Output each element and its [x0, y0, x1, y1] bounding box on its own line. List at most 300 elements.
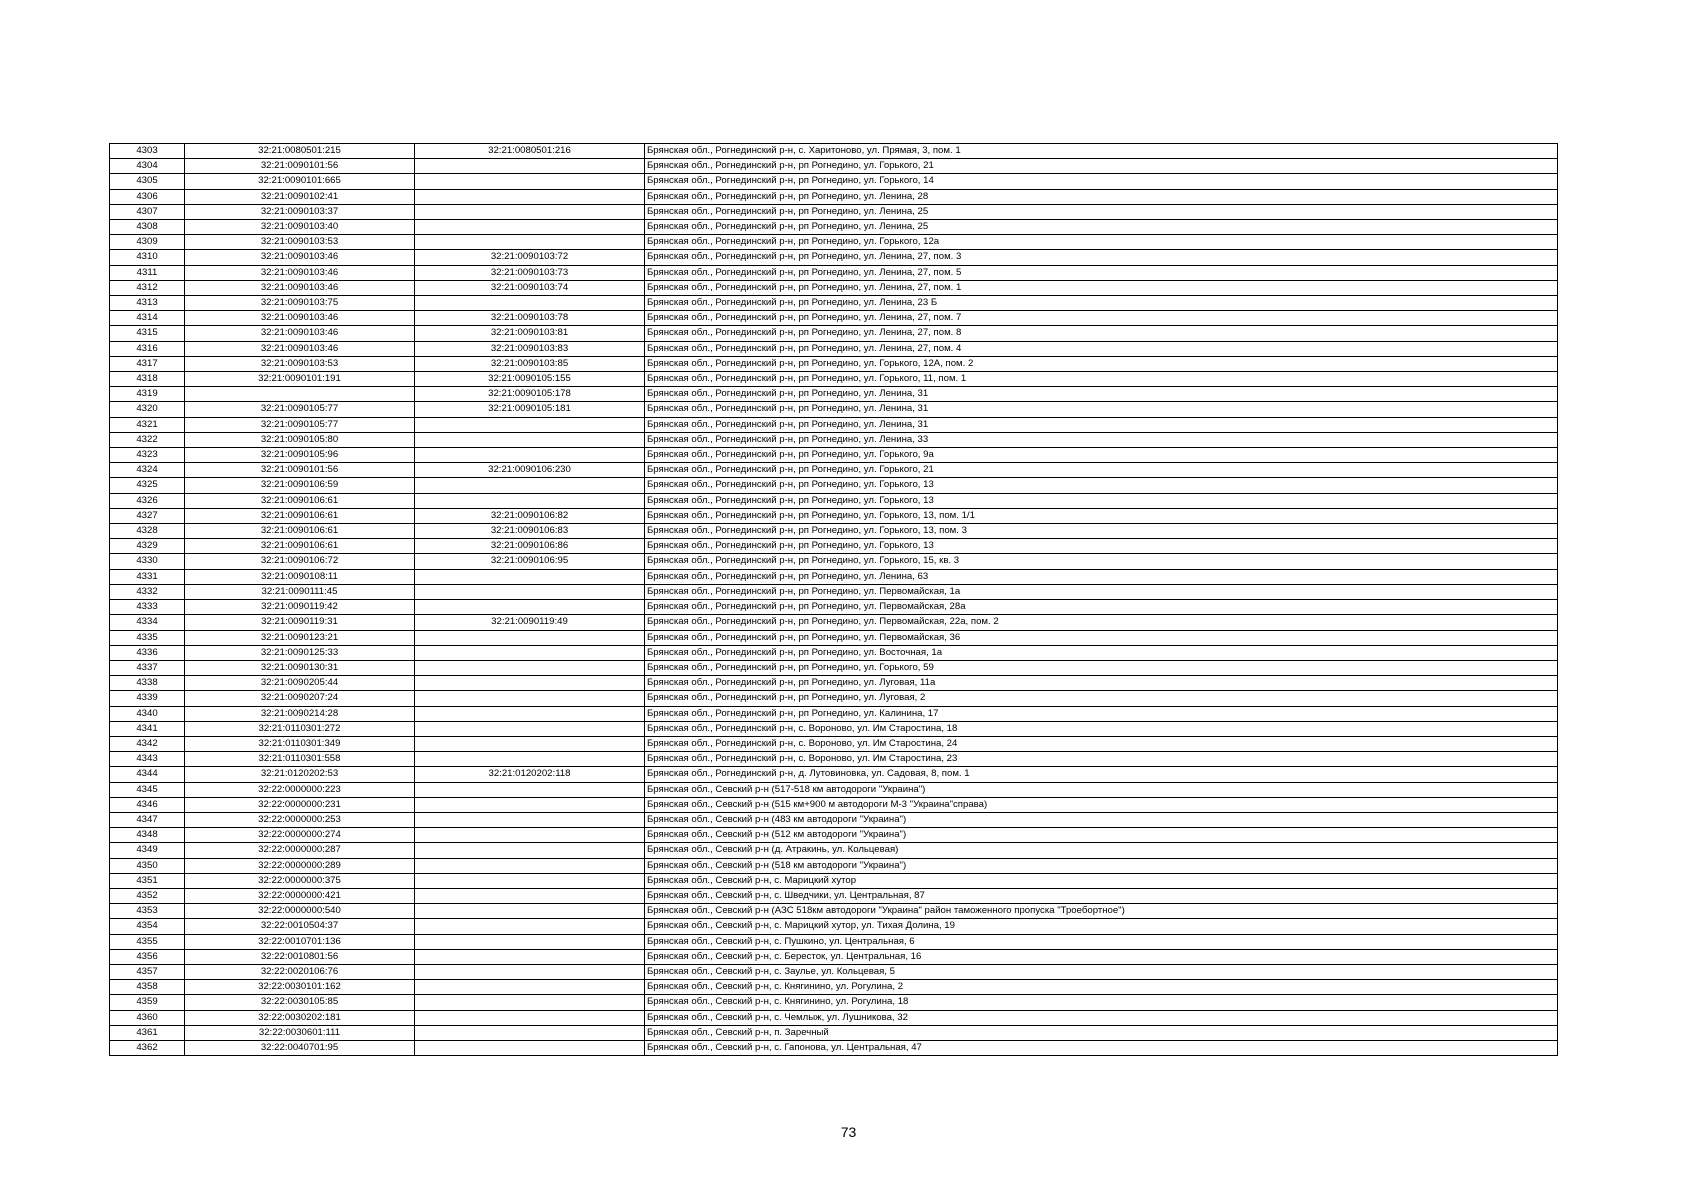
table-row — [110, 387, 1558, 402]
row-number-cell: 4361 — [110, 1025, 185, 1040]
linked-cadastral-number-cell — [415, 934, 645, 949]
cadastral-number-cell: 32:22:0030101:162 — [185, 980, 415, 995]
row-number-cell: 4327 — [110, 508, 185, 523]
linked-cadastral-number-cell — [415, 1040, 645, 1055]
cadastral-number-cell: 32:21:0090214:28 — [185, 706, 415, 721]
table-row — [110, 980, 1558, 995]
address-cell: Брянская обл., Севский р-н (АЗС 518км автодороги "Украина" район таможенного пропуска "Троебортное") — [645, 904, 1558, 919]
row-number-cell: 4336 — [110, 645, 185, 660]
address-cell: Брянская обл., Рогнединский р-н, рп Рогнедино, ул. Ленина, 28 — [645, 189, 1558, 204]
row-number-cell: 4323 — [110, 448, 185, 463]
row-number-cell: 4307 — [110, 204, 185, 219]
linked-cadastral-number-cell — [415, 660, 645, 675]
row-number-cell: 4353 — [110, 904, 185, 919]
address-cell: Брянская обл., Рогнединский р-н, д. Лутовиновка, ул. Садовая, 8, пом. 1 — [645, 767, 1558, 782]
cadastral-number-cell: 32:21:0090103:46 — [185, 326, 415, 341]
cadastral-number-cell: 32:22:0030601:111 — [185, 1025, 415, 1040]
cadastral-number-cell: 32:21:0090207:24 — [185, 691, 415, 706]
linked-cadastral-number-cell — [415, 919, 645, 934]
table-row — [110, 326, 1558, 341]
linked-cadastral-number-cell — [415, 448, 645, 463]
table-row — [110, 250, 1558, 265]
linked-cadastral-number-cell: 32:21:0090103:85 — [415, 356, 645, 371]
address-cell: Брянская обл., Рогнединский р-н, рп Рогнедино, ул. Ленина, 27, пом. 8 — [645, 326, 1558, 341]
table-row — [110, 159, 1558, 174]
cadastral-number-cell: 32:22:0030202:181 — [185, 1010, 415, 1025]
cadastral-number-cell: 32:21:0090103:46 — [185, 280, 415, 295]
property-table-body — [110, 144, 1558, 1056]
row-number-cell: 4359 — [110, 995, 185, 1010]
cadastral-number-cell: 32:22:0040701:95 — [185, 1040, 415, 1055]
table-row — [110, 189, 1558, 204]
row-number-cell: 4308 — [110, 220, 185, 235]
table-row — [110, 1010, 1558, 1025]
address-cell: Брянская обл., Севский р-н, с. Пушкино, ул. Центральная, 6 — [645, 934, 1558, 949]
linked-cadastral-number-cell — [415, 980, 645, 995]
address-cell: Брянская обл., Рогнединский р-н, рп Рогнедино, ул. Горького, 11, пом. 1 — [645, 372, 1558, 387]
address-cell: Брянская обл., Рогнединский р-н, рп Рогнедино, ул. Горького, 12а — [645, 235, 1558, 250]
linked-cadastral-number-cell — [415, 964, 645, 979]
address-cell: Брянская обл., Севский р-н (д. Атракинь, ул. Кольцевая) — [645, 843, 1558, 858]
address-cell: Брянская обл., Рогнединский р-н, рп Рогнедино, ул. Калинина, 17 — [645, 706, 1558, 721]
address-cell: Брянская обл., Рогнединский р-н, рп Рогнедино, ул. Ленина, 31 — [645, 387, 1558, 402]
linked-cadastral-number-cell: 32:21:0090103:72 — [415, 250, 645, 265]
linked-cadastral-number-cell — [415, 736, 645, 751]
row-number-cell: 4362 — [110, 1040, 185, 1055]
cadastral-number-cell: 32:22:0010701:136 — [185, 934, 415, 949]
address-cell: Брянская обл., Севский р-н, с. Заулье, ул. Кольцевая, 5 — [645, 964, 1558, 979]
linked-cadastral-number-cell — [415, 600, 645, 615]
table-row — [110, 372, 1558, 387]
table-row — [110, 448, 1558, 463]
address-cell: Брянская обл., Рогнединский р-н, рп Рогнедино, ул. Горького, 12А, пом. 2 — [645, 356, 1558, 371]
cadastral-number-cell: 32:22:0000000:223 — [185, 782, 415, 797]
linked-cadastral-number-cell: 32:21:0090103:74 — [415, 280, 645, 295]
table-row — [110, 584, 1558, 599]
cadastral-number-cell: 32:21:0090103:37 — [185, 204, 415, 219]
cadastral-number-cell: 32:22:0030105:85 — [185, 995, 415, 1010]
linked-cadastral-number-cell: 32:21:0090106:82 — [415, 508, 645, 523]
page-number: 73 — [840, 1124, 857, 1140]
cadastral-number-cell: 32:21:0090108:11 — [185, 569, 415, 584]
table-row — [110, 843, 1558, 858]
cadastral-number-cell: 32:21:0090101:56 — [185, 463, 415, 478]
linked-cadastral-number-cell — [415, 888, 645, 903]
cadastral-number-cell: 32:21:0090106:61 — [185, 539, 415, 554]
table-row — [110, 888, 1558, 903]
linked-cadastral-number-cell — [415, 721, 645, 736]
linked-cadastral-number-cell: 32:21:0090103:83 — [415, 341, 645, 356]
table-row — [110, 204, 1558, 219]
row-number-cell: 4309 — [110, 235, 185, 250]
row-number-cell: 4332 — [110, 584, 185, 599]
linked-cadastral-number-cell: 32:21:0080501:216 — [415, 144, 645, 159]
row-number-cell: 4341 — [110, 721, 185, 736]
row-number-cell: 4314 — [110, 311, 185, 326]
cadastral-number-cell: 32:22:0010504:37 — [185, 919, 415, 934]
table-row — [110, 706, 1558, 721]
cadastral-number-cell: 32:21:0090123:21 — [185, 630, 415, 645]
row-number-cell: 4326 — [110, 493, 185, 508]
table-row — [110, 220, 1558, 235]
address-cell: Брянская обл., Рогнединский р-н, рп Рогнедино, ул. Горького, 13 — [645, 478, 1558, 493]
cadastral-number-cell: 32:21:0090205:44 — [185, 676, 415, 691]
linked-cadastral-number-cell — [415, 159, 645, 174]
row-number-cell: 4338 — [110, 676, 185, 691]
table-row — [110, 660, 1558, 675]
cadastral-number-cell: 32:21:0090106:61 — [185, 508, 415, 523]
address-cell: Брянская обл., Севский р-н (515 км+900 м автодороги М-3 "Украина"справа) — [645, 797, 1558, 812]
linked-cadastral-number-cell — [415, 691, 645, 706]
address-cell: Брянская обл., Рогнединский р-н, рп Рогнедино, ул. Первомайская, 28а — [645, 600, 1558, 615]
row-number-cell: 4317 — [110, 356, 185, 371]
cadastral-number-cell: 32:21:0090103:46 — [185, 265, 415, 280]
cadastral-number-cell: 32:21:0090103:53 — [185, 356, 415, 371]
linked-cadastral-number-cell: 32:21:0090106:86 — [415, 539, 645, 554]
cadastral-number-cell: 32:21:0090105:80 — [185, 432, 415, 447]
row-number-cell: 4358 — [110, 980, 185, 995]
address-cell: Брянская обл., Севский р-н, с. Марицкий хутор — [645, 873, 1558, 888]
row-number-cell: 4348 — [110, 828, 185, 843]
address-cell: Брянская обл., Рогнединский р-н, рп Рогнедино, ул. Ленина, 27, пом. 3 — [645, 250, 1558, 265]
address-cell: Брянская обл., Севский р-н (512 км автодороги "Украина") — [645, 828, 1558, 843]
linked-cadastral-number-cell — [415, 174, 645, 189]
address-cell: Брянская обл., Рогнединский р-н, рп Рогнедино, ул. Ленина, 27, пом. 4 — [645, 341, 1558, 356]
address-cell: Брянская обл., Рогнединский р-н, рп Рогнедино, ул. Ленина, 27, пом. 1 — [645, 280, 1558, 295]
table-row — [110, 964, 1558, 979]
row-number-cell: 4354 — [110, 919, 185, 934]
linked-cadastral-number-cell: 32:21:0090103:78 — [415, 311, 645, 326]
table-row — [110, 1040, 1558, 1055]
table-row — [110, 995, 1558, 1010]
address-cell: Брянская обл., Севский р-н, с. Бересток, ул. Центральная, 16 — [645, 949, 1558, 964]
row-number-cell: 4337 — [110, 660, 185, 675]
table-row — [110, 797, 1558, 812]
row-number-cell: 4310 — [110, 250, 185, 265]
address-cell: Брянская обл., Севский р-н, п. Заречный — [645, 1025, 1558, 1040]
table-row — [110, 144, 1558, 159]
row-number-cell: 4350 — [110, 858, 185, 873]
address-cell: Брянская обл., Рогнединский р-н, рп Рогнедино, ул. Ленина, 63 — [645, 569, 1558, 584]
table-row — [110, 524, 1558, 539]
row-number-cell: 4351 — [110, 873, 185, 888]
linked-cadastral-number-cell — [415, 493, 645, 508]
address-cell: Брянская обл., Рогнединский р-н, рп Рогнедино, ул. Горького, 59 — [645, 660, 1558, 675]
row-number-cell: 4331 — [110, 569, 185, 584]
address-cell: Брянская обл., Рогнединский р-н, рп Рогнедино, ул. Ленина, 27, пом. 5 — [645, 265, 1558, 280]
address-cell: Брянская обл., Рогнединский р-н, рп Рогнедино, ул. Первомайская, 36 — [645, 630, 1558, 645]
row-number-cell: 4347 — [110, 812, 185, 827]
table-row — [110, 402, 1558, 417]
table-row — [110, 782, 1558, 797]
table-row — [110, 752, 1558, 767]
table-row — [110, 828, 1558, 843]
row-number-cell: 4340 — [110, 706, 185, 721]
address-cell: Брянская обл., Рогнединский р-н, рп Рогнедино, ул. Ленина, 31 — [645, 402, 1558, 417]
table-row — [110, 676, 1558, 691]
table-row — [110, 736, 1558, 751]
row-number-cell: 4360 — [110, 1010, 185, 1025]
cadastral-number-cell: 32:22:0000000:287 — [185, 843, 415, 858]
row-number-cell: 4352 — [110, 888, 185, 903]
table-row — [110, 280, 1558, 295]
linked-cadastral-number-cell: 32:21:0090103:73 — [415, 265, 645, 280]
table-row — [110, 539, 1558, 554]
linked-cadastral-number-cell — [415, 1010, 645, 1025]
address-cell: Брянская обл., Рогнединский р-н, рп Рогнедино, ул. Горького, 14 — [645, 174, 1558, 189]
cadastral-number-cell: 32:21:0090101:665 — [185, 174, 415, 189]
linked-cadastral-number-cell — [415, 189, 645, 204]
linked-cadastral-number-cell — [415, 995, 645, 1010]
linked-cadastral-number-cell — [415, 752, 645, 767]
linked-cadastral-number-cell — [415, 706, 645, 721]
cadastral-number-cell: 32:22:0010801:56 — [185, 949, 415, 964]
address-cell: Брянская обл., Рогнединский р-н, рп Рогнедино, ул. Ленина, 23 Б — [645, 296, 1558, 311]
row-number-cell: 4306 — [110, 189, 185, 204]
address-cell: Брянская обл., Севский р-н (518 км автодороги "Украина") — [645, 858, 1558, 873]
table-row — [110, 812, 1558, 827]
cadastral-number-cell: 32:22:0020106:76 — [185, 964, 415, 979]
row-number-cell: 4356 — [110, 949, 185, 964]
address-cell: Брянская обл., Рогнединский р-н, рп Рогнедино, ул. Ленина, 31 — [645, 417, 1558, 432]
table-row — [110, 417, 1558, 432]
address-cell: Брянская обл., Рогнединский р-н, с. Вороново, ул. Им Старостина, 23 — [645, 752, 1558, 767]
cadastral-number-cell: 32:21:0090125:33 — [185, 645, 415, 660]
cadastral-number-cell: 32:22:0000000:289 — [185, 858, 415, 873]
row-number-cell: 4345 — [110, 782, 185, 797]
table-row — [110, 767, 1558, 782]
address-cell: Брянская обл., Севский р-н, с. Марицкий хутор, ул. Тихая Долина, 19 — [645, 919, 1558, 934]
linked-cadastral-number-cell — [415, 949, 645, 964]
cadastral-number-cell: 32:21:0120202:53 — [185, 767, 415, 782]
table-row — [110, 432, 1558, 447]
linked-cadastral-number-cell: 32:21:0090105:181 — [415, 402, 645, 417]
linked-cadastral-number-cell — [415, 843, 645, 858]
linked-cadastral-number-cell — [415, 204, 645, 219]
row-number-cell: 4328 — [110, 524, 185, 539]
cadastral-number-cell: 32:21:0110301:349 — [185, 736, 415, 751]
linked-cadastral-number-cell — [415, 417, 645, 432]
linked-cadastral-number-cell — [415, 220, 645, 235]
cadastral-number-cell: 32:21:0090106:61 — [185, 524, 415, 539]
linked-cadastral-number-cell: 32:21:0090119:49 — [415, 615, 645, 630]
address-cell: Брянская обл., Рогнединский р-н, с. Вороново, ул. Им Старостина, 24 — [645, 736, 1558, 751]
table-row — [110, 356, 1558, 371]
table-row — [110, 873, 1558, 888]
linked-cadastral-number-cell: 32:21:0090105:155 — [415, 372, 645, 387]
cadastral-number-cell: 32:21:0090106:59 — [185, 478, 415, 493]
cadastral-number-cell: 32:21:0090105:96 — [185, 448, 415, 463]
cadastral-number-cell: 32:21:0090106:72 — [185, 554, 415, 569]
table-row — [110, 721, 1558, 736]
row-number-cell: 4325 — [110, 478, 185, 493]
cadastral-number-cell: 32:21:0090103:75 — [185, 296, 415, 311]
cadastral-number-cell: 32:21:0090101:191 — [185, 372, 415, 387]
row-number-cell: 4318 — [110, 372, 185, 387]
table-row — [110, 235, 1558, 250]
row-number-cell: 4312 — [110, 280, 185, 295]
linked-cadastral-number-cell — [415, 782, 645, 797]
row-number-cell: 4344 — [110, 767, 185, 782]
table-row — [110, 463, 1558, 478]
address-cell: Брянская обл., Севский р-н, с. Княгинино, ул. Рогулина, 2 — [645, 980, 1558, 995]
address-cell: Брянская обл., Рогнединский р-н, рп Рогнедино, ул. Горького, 21 — [645, 463, 1558, 478]
row-number-cell: 4346 — [110, 797, 185, 812]
row-number-cell: 4321 — [110, 417, 185, 432]
cadastral-number-cell: 32:21:0110301:558 — [185, 752, 415, 767]
address-cell: Брянская обл., Рогнединский р-н, рп Рогнедино, ул. Первомайская, 22а, пом. 2 — [645, 615, 1558, 630]
address-cell: Брянская обл., Рогнединский р-н, рп Рогнедино, ул. Первомайская, 1а — [645, 584, 1558, 599]
linked-cadastral-number-cell: 32:21:0120202:118 — [415, 767, 645, 782]
cadastral-number-cell: 32:21:0090103:46 — [185, 311, 415, 326]
cadastral-number-cell: 32:21:0090101:56 — [185, 159, 415, 174]
address-cell: Брянская обл., Рогнединский р-н, рп Рогнедино, ул. Горького, 9а — [645, 448, 1558, 463]
table-row — [110, 858, 1558, 873]
row-number-cell: 4320 — [110, 402, 185, 417]
row-number-cell: 4355 — [110, 934, 185, 949]
address-cell: Брянская обл., Севский р-н, с. Чемлыж, ул. Лушникова, 32 — [645, 1010, 1558, 1025]
linked-cadastral-number-cell — [415, 569, 645, 584]
row-number-cell: 4303 — [110, 144, 185, 159]
table-row — [110, 949, 1558, 964]
row-number-cell: 4304 — [110, 159, 185, 174]
cadastral-number-cell: 32:21:0090119:31 — [185, 615, 415, 630]
table-row — [110, 554, 1558, 569]
table-row — [110, 296, 1558, 311]
cadastral-number-cell: 32:21:0090105:77 — [185, 402, 415, 417]
table-row — [110, 630, 1558, 645]
table-row — [110, 508, 1558, 523]
row-number-cell: 4311 — [110, 265, 185, 280]
table-row — [110, 341, 1558, 356]
row-number-cell: 4319 — [110, 387, 185, 402]
cadastral-number-cell: 32:22:0000000:375 — [185, 873, 415, 888]
linked-cadastral-number-cell — [415, 235, 645, 250]
address-cell: Брянская обл., Рогнединский р-н, с. Вороново, ул. Им Старостина, 18 — [645, 721, 1558, 736]
address-cell: Брянская обл., Рогнединский р-н, рп Рогнедино, ул. Восточная, 1а — [645, 645, 1558, 660]
linked-cadastral-number-cell — [415, 645, 645, 660]
address-cell: Брянская обл., Рогнединский р-н, рп Рогнедино, ул. Ленина, 25 — [645, 220, 1558, 235]
row-number-cell: 4315 — [110, 326, 185, 341]
linked-cadastral-number-cell — [415, 797, 645, 812]
linked-cadastral-number-cell — [415, 432, 645, 447]
cadastral-number-cell: 32:22:0000000:274 — [185, 828, 415, 843]
row-number-cell: 4333 — [110, 600, 185, 615]
address-cell: Брянская обл., Севский р-н, с. Княгинино, ул. Рогулина, 18 — [645, 995, 1558, 1010]
address-cell: Брянская обл., Рогнединский р-н, с. Харитоново, ул. Прямая, 3, пом. 1 — [645, 144, 1558, 159]
table-row — [110, 174, 1558, 189]
linked-cadastral-number-cell — [415, 676, 645, 691]
linked-cadastral-number-cell — [415, 858, 645, 873]
row-number-cell: 4334 — [110, 615, 185, 630]
row-number-cell: 4349 — [110, 843, 185, 858]
address-cell: Брянская обл., Севский р-н (483 км автодороги "Украина") — [645, 812, 1558, 827]
row-number-cell: 4330 — [110, 554, 185, 569]
row-number-cell: 4305 — [110, 174, 185, 189]
table-row — [110, 615, 1558, 630]
linked-cadastral-number-cell — [415, 873, 645, 888]
table-row — [110, 478, 1558, 493]
address-cell: Брянская обл., Рогнединский р-н, рп Рогнедино, ул. Горького, 13 — [645, 539, 1558, 554]
row-number-cell: 4339 — [110, 691, 185, 706]
table-row — [110, 934, 1558, 949]
linked-cadastral-number-cell — [415, 812, 645, 827]
cadastral-number-cell: 32:21:0090103:40 — [185, 220, 415, 235]
address-cell: Брянская обл., Севский р-н, с. Гапонова, ул. Центральная, 47 — [645, 1040, 1558, 1055]
table-row — [110, 691, 1558, 706]
row-number-cell: 4329 — [110, 539, 185, 554]
cadastral-number-cell: 32:21:0110301:272 — [185, 721, 415, 736]
linked-cadastral-number-cell — [415, 296, 645, 311]
cadastral-number-cell: 32:21:0090111:45 — [185, 584, 415, 599]
row-number-cell: 4313 — [110, 296, 185, 311]
cadastral-number-cell: 32:21:0090119:42 — [185, 600, 415, 615]
row-number-cell: 4343 — [110, 752, 185, 767]
address-cell: Брянская обл., Севский р-н (517-518 км автодороги "Украина") — [645, 782, 1558, 797]
cadastral-number-cell: 32:21:0080501:215 — [185, 144, 415, 159]
linked-cadastral-number-cell — [415, 584, 645, 599]
cadastral-number-cell: 32:21:0090130:31 — [185, 660, 415, 675]
property-table — [109, 143, 1558, 1056]
table-row — [110, 600, 1558, 615]
table-row — [110, 569, 1558, 584]
row-number-cell: 4335 — [110, 630, 185, 645]
linked-cadastral-number-cell: 32:21:0090106:230 — [415, 463, 645, 478]
address-cell: Брянская обл., Севский р-н, с. Шведчики, ул. Центральная, 87 — [645, 888, 1558, 903]
address-cell: Брянская обл., Рогнединский р-н, рп Рогнедино, ул. Горького, 21 — [645, 159, 1558, 174]
address-cell: Брянская обл., Рогнединский р-н, рп Рогнедино, ул. Горького, 13, пом. 1/1 — [645, 508, 1558, 523]
row-number-cell: 4324 — [110, 463, 185, 478]
address-cell: Брянская обл., Рогнединский р-н, рп Рогнедино, ул. Ленина, 25 — [645, 204, 1558, 219]
linked-cadastral-number-cell — [415, 904, 645, 919]
address-cell: Брянская обл., Рогнединский р-н, рп Рогнедино, ул. Луговая, 11а — [645, 676, 1558, 691]
cadastral-number-cell: 32:21:0090103:46 — [185, 250, 415, 265]
table-row — [110, 904, 1558, 919]
cadastral-number-cell — [185, 387, 415, 402]
cadastral-number-cell: 32:21:0090106:61 — [185, 493, 415, 508]
table-row — [110, 1025, 1558, 1040]
cadastral-number-cell: 32:21:0090103:53 — [185, 235, 415, 250]
linked-cadastral-number-cell: 32:21:0090105:178 — [415, 387, 645, 402]
address-cell: Брянская обл., Рогнединский р-н, рп Рогнедино, ул. Луговая, 2 — [645, 691, 1558, 706]
linked-cadastral-number-cell — [415, 630, 645, 645]
row-number-cell: 4316 — [110, 341, 185, 356]
table-row — [110, 645, 1558, 660]
cadastral-number-cell: 32:21:0090102:41 — [185, 189, 415, 204]
address-cell: Брянская обл., Рогнединский р-н, рп Рогнедино, ул. Ленина, 33 — [645, 432, 1558, 447]
row-number-cell: 4357 — [110, 964, 185, 979]
table-row — [110, 919, 1558, 934]
cadastral-number-cell: 32:22:0000000:231 — [185, 797, 415, 812]
address-cell: Брянская обл., Рогнединский р-н, рп Рогнедино, ул. Горького, 13 — [645, 493, 1558, 508]
linked-cadastral-number-cell — [415, 1025, 645, 1040]
linked-cadastral-number-cell — [415, 828, 645, 843]
linked-cadastral-number-cell: 32:21:0090106:95 — [415, 554, 645, 569]
linked-cadastral-number-cell: 32:21:0090106:83 — [415, 524, 645, 539]
cadastral-number-cell: 32:21:0090105:77 — [185, 417, 415, 432]
linked-cadastral-number-cell — [415, 478, 645, 493]
table-row — [110, 265, 1558, 280]
table-row — [110, 493, 1558, 508]
address-cell: Брянская обл., Рогнединский р-н, рп Рогнедино, ул. Горького, 15, кв. 3 — [645, 554, 1558, 569]
cadastral-number-cell: 32:22:0000000:253 — [185, 812, 415, 827]
linked-cadastral-number-cell: 32:21:0090103:81 — [415, 326, 645, 341]
cadastral-number-cell: 32:22:0000000:540 — [185, 904, 415, 919]
address-cell: Брянская обл., Рогнединский р-н, рп Рогнедино, ул. Горького, 13, пом. 3 — [645, 524, 1558, 539]
row-number-cell: 4342 — [110, 736, 185, 751]
table-row — [110, 311, 1558, 326]
cadastral-number-cell: 32:21:0090103:46 — [185, 341, 415, 356]
